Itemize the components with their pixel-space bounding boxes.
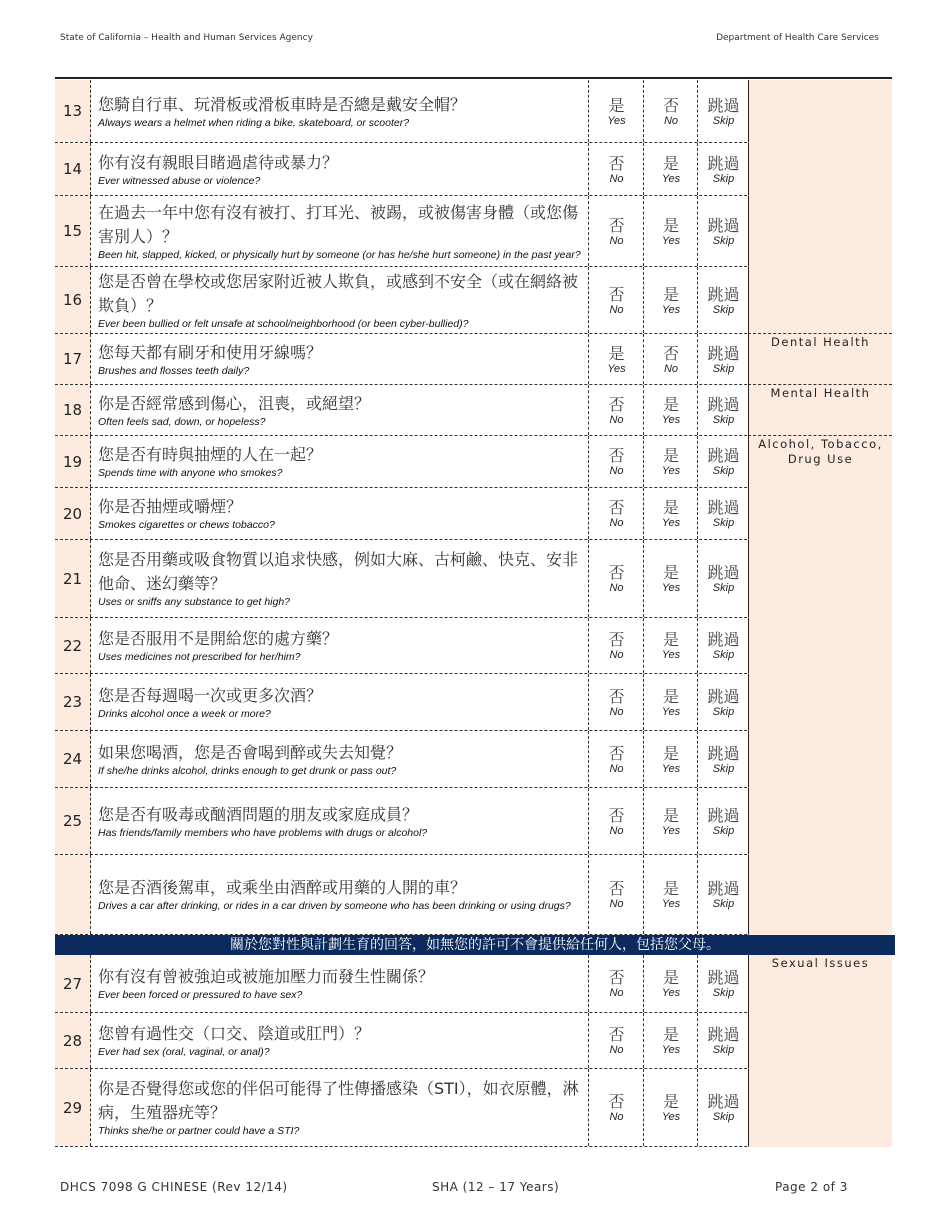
answer-english: Yes <box>661 824 681 837</box>
answer-option-yes[interactable] <box>643 436 698 487</box>
question-row <box>55 540 892 618</box>
top-rule <box>55 77 892 79</box>
section-label <box>748 540 892 618</box>
answer-english: Skip <box>712 303 735 316</box>
question-english: If she/he drinks alcohol, drinks enough to get drunk or pass out? <box>98 764 397 777</box>
question-number: 29 <box>55 1069 91 1146</box>
question-text <box>98 385 583 435</box>
question-chinese: 您是否酒後駕車，或乘坐由酒醉或用藥的人開的車？ <box>98 878 467 897</box>
question-english: Ever been forced or pressured to have sex? <box>98 989 303 1001</box>
section-label <box>748 143 892 196</box>
question-row <box>55 267 892 334</box>
answer-option-yes[interactable] <box>643 196 698 266</box>
question-number: 17 <box>55 334 91 384</box>
answer-english: No <box>609 234 624 247</box>
answer-option-yes[interactable] <box>643 1069 698 1146</box>
answer-chinese: 否 <box>608 630 625 649</box>
answer-chinese: 跳過 <box>707 968 740 987</box>
question-english: Drinks alcohol once a week or more? <box>98 707 271 720</box>
answer-english: Skip <box>712 413 735 426</box>
answer-chinese: 跳過 <box>707 95 740 115</box>
section-label <box>748 1013 892 1069</box>
question-number: 21 <box>55 540 91 617</box>
answer-english: No <box>609 649 624 661</box>
section-label <box>748 1069 892 1147</box>
answer-english: Yes <box>661 582 681 594</box>
question-chinese: 您每天都有刷牙和使用牙線嗎？ <box>98 342 323 362</box>
question-row <box>55 1013 892 1069</box>
answer-chinese: 是 <box>662 394 679 414</box>
answer-option-yes[interactable] <box>588 80 644 142</box>
answer-option-no[interactable] <box>588 1069 644 1146</box>
answer-english: Skip <box>712 517 735 529</box>
answer-english: Yes <box>661 987 681 999</box>
answer-english: No <box>609 1111 624 1123</box>
question-english: Thinks she/he or partner could have a STI? <box>98 1125 300 1137</box>
question-chinese: 您是否每週喝一次或更多次酒？ <box>98 685 323 705</box>
answer-english: No <box>609 172 624 185</box>
answer-english: Yes <box>661 762 681 775</box>
department-header: Department of Health Care Services <box>716 33 879 43</box>
answer-chinese: 是 <box>662 498 679 517</box>
question-number: 22 <box>55 618 91 673</box>
question-chinese: 你是否覺得您或您的伴侶可能得了性傳播感染（STI），如衣原體，淋病，生殖器疣等？ <box>98 1079 579 1122</box>
answer-english: Yes <box>661 705 681 718</box>
answer-option-skip[interactable] <box>697 618 749 673</box>
answer-chinese: 跳過 <box>707 446 740 465</box>
question-number: 15 <box>55 196 91 266</box>
answer-chinese: 否 <box>608 1092 625 1111</box>
answer-option-skip[interactable] <box>697 80 749 142</box>
answer-english: Yes <box>661 465 681 477</box>
answer-chinese: 是 <box>662 686 679 706</box>
answer-option-no[interactable] <box>588 143 644 195</box>
answer-english: Yes <box>661 303 681 316</box>
answer-option-no[interactable] <box>588 855 644 934</box>
question-chinese: 您是否曾在學校或您居家附近被人欺負，或感到不安全（或在網絡被欺負）？ <box>98 271 579 315</box>
question-chinese: 在過去一年中您有沒有被打、打耳光、被踢，或被傷害身體（或您傷害別人）？ <box>98 202 579 246</box>
question-english: Always wears a helmet when riding a bike, skateboard, or scooter? <box>98 116 410 129</box>
answer-option-yes[interactable] <box>643 855 698 934</box>
section-label <box>748 674 892 731</box>
answer-chinese: 否 <box>608 153 625 173</box>
answer-option-yes[interactable] <box>588 334 644 384</box>
answer-chinese: 是 <box>662 879 679 898</box>
answer-option-yes[interactable] <box>643 488 698 539</box>
answer-option-skip[interactable] <box>697 540 749 617</box>
section-label: Dental Health <box>748 333 892 385</box>
answer-chinese: 跳過 <box>707 743 740 763</box>
answer-chinese: 跳過 <box>707 630 740 649</box>
answer-option-skip[interactable] <box>697 436 749 487</box>
question-number: 13 <box>55 80 91 142</box>
question-text <box>98 334 583 384</box>
question-row <box>55 488 892 540</box>
answer-option-yes[interactable] <box>643 143 698 195</box>
answer-english: No <box>609 824 624 837</box>
answer-chinese: 是 <box>662 968 679 987</box>
question-text <box>98 80 583 142</box>
answer-option-no[interactable] <box>588 731 644 787</box>
answer-chinese: 否 <box>608 394 625 414</box>
answer-chinese: 是 <box>662 805 679 825</box>
answer-chinese: 否 <box>608 686 625 706</box>
answer-option-yes[interactable] <box>643 540 698 617</box>
answer-english: No <box>609 465 624 477</box>
answer-english: Yes <box>661 234 681 247</box>
question-number: 14 <box>55 143 91 195</box>
question-english: Been hit, slapped, kicked, or physically hurt by someone (or has he/she hurt someone) in the past year? <box>98 248 581 261</box>
answer-chinese: 跳過 <box>707 879 740 898</box>
answer-chinese: 是 <box>608 95 625 115</box>
answer-option-yes[interactable] <box>643 385 698 435</box>
question-row <box>55 436 892 488</box>
answer-option-no[interactable] <box>588 196 644 266</box>
answer-option-no[interactable] <box>588 540 644 617</box>
answer-english: No <box>609 517 624 529</box>
question-text <box>98 731 583 787</box>
answer-chinese: 是 <box>662 284 679 304</box>
answer-chinese: 跳過 <box>707 343 740 363</box>
question-text <box>98 267 583 333</box>
question-text <box>98 1013 583 1068</box>
answer-english: No <box>609 898 624 910</box>
answer-chinese: 否 <box>608 498 625 517</box>
answer-option-skip[interactable] <box>697 674 749 730</box>
answer-chinese: 否 <box>662 343 679 363</box>
question-row <box>55 1069 892 1147</box>
answer-chinese: 否 <box>608 1025 625 1044</box>
answer-chinese: 否 <box>608 284 625 304</box>
answer-english: Yes <box>661 649 681 661</box>
answer-english: Skip <box>712 362 735 375</box>
question-english: Uses medicines not prescribed for her/him? <box>98 651 301 663</box>
question-row <box>55 731 892 788</box>
answer-option-skip[interactable] <box>697 1013 749 1068</box>
question-number: 23 <box>55 674 91 730</box>
question-chinese: 您曾有過性交（口交、陰道或肛門）？ <box>98 1024 371 1043</box>
answer-chinese: 是 <box>662 153 679 173</box>
answer-option-skip[interactable] <box>697 196 749 266</box>
answer-option-skip[interactable] <box>697 334 749 384</box>
answer-option-skip[interactable] <box>697 488 749 539</box>
question-row <box>55 855 892 935</box>
answer-english: No <box>609 987 624 999</box>
answer-chinese: 跳過 <box>707 498 740 517</box>
question-chinese: 你是否經常感到傷心，沮喪，或絕望？ <box>98 393 371 413</box>
answer-english: Skip <box>712 705 735 718</box>
answer-english: No <box>609 705 624 718</box>
answer-chinese: 是 <box>662 563 679 582</box>
question-text <box>98 143 583 195</box>
answer-english: Skip <box>712 465 735 477</box>
answer-option-yes[interactable] <box>643 955 698 1012</box>
question-english: Ever had sex (oral, vaginal, or anal)? <box>98 1046 270 1058</box>
answer-english: Skip <box>712 114 735 127</box>
answer-chinese: 否 <box>608 446 625 465</box>
question-row <box>55 143 892 196</box>
question-number: 25 <box>55 788 91 854</box>
answer-english: No <box>609 582 624 594</box>
answer-chinese: 跳過 <box>707 563 740 582</box>
answer-option-no[interactable] <box>588 385 644 435</box>
question-english: Drives a car after drinking, or rides in a car driven by someone who has been drinking or using drugs? <box>98 900 571 912</box>
answer-option-skip[interactable] <box>697 143 749 195</box>
question-english: Spends time with anyone who smokes? <box>98 467 283 479</box>
answer-chinese: 跳過 <box>707 1092 740 1111</box>
question-chinese: 你有沒有曾被強迫或被施加壓力而發生性關係？ <box>98 967 435 986</box>
section-label <box>748 731 892 788</box>
answer-chinese: 是 <box>662 1092 679 1111</box>
page-number: Page 2 of 3 <box>775 1180 848 1194</box>
section-label: Sexual Issues <box>748 955 892 1013</box>
question-chinese: 你有沒有親眼目睹過虐待或暴力？ <box>98 152 339 172</box>
question-chinese: 您是否有時與抽煙的人在一起？ <box>98 445 323 464</box>
answer-english: No <box>663 362 679 375</box>
answer-option-no[interactable] <box>588 267 644 333</box>
question-text <box>98 488 583 539</box>
answer-english: Skip <box>712 1044 735 1056</box>
answer-option-skip[interactable] <box>697 731 749 787</box>
answer-chinese: 是 <box>608 343 625 363</box>
question-english: Uses or sniffs any substance to get high? <box>98 596 291 608</box>
question-chinese: 你是否抽煙或嚼煙？ <box>98 497 243 516</box>
answer-option-no[interactable] <box>643 334 698 384</box>
answer-option-yes[interactable] <box>643 731 698 787</box>
question-row <box>55 618 892 674</box>
section-label: Mental Health <box>748 384 892 436</box>
question-english: Often feels sad, down, or hopeless? <box>98 415 266 428</box>
answer-option-yes[interactable] <box>643 788 698 854</box>
answer-english: No <box>663 114 679 127</box>
question-text <box>98 955 583 1012</box>
answer-english: Yes <box>661 517 681 529</box>
agency-header: State of California – Health and Human Services Agency <box>60 33 313 43</box>
answer-option-no[interactable] <box>588 955 644 1012</box>
answer-chinese: 跳過 <box>707 394 740 414</box>
question-text <box>98 618 583 673</box>
question-row <box>55 196 892 267</box>
answer-english: Yes <box>661 1044 681 1056</box>
answer-english: Yes <box>661 413 681 426</box>
answer-english: Yes <box>607 114 626 127</box>
question-chinese: 您是否用藥或吸食物質以追求快感，例如大麻、古柯鹼、快克、安非他命、迷幻藥等？ <box>98 550 579 593</box>
question-text <box>98 674 583 730</box>
question-row <box>55 80 892 143</box>
answer-option-skip[interactable] <box>697 385 749 435</box>
answer-option-no[interactable] <box>588 674 644 730</box>
answer-english: Skip <box>712 234 735 247</box>
answer-chinese: 是 <box>662 1025 679 1044</box>
answer-option-yes[interactable] <box>643 618 698 673</box>
answer-chinese: 否 <box>608 743 625 763</box>
answer-english: No <box>609 303 624 316</box>
question-chinese: 您是否有吸毒或酗酒問題的朋友或家庭成員？ <box>98 804 419 824</box>
question-text <box>98 436 583 487</box>
question-row <box>55 955 892 1013</box>
answer-chinese: 是 <box>662 446 679 465</box>
question-english: Ever witnessed abuse or violence? <box>98 174 261 187</box>
answer-option-skip[interactable] <box>697 855 749 934</box>
question-text <box>98 855 583 934</box>
answer-chinese: 否 <box>608 805 625 825</box>
question-text <box>98 196 583 266</box>
question-number: 16 <box>55 267 91 333</box>
section-label <box>748 488 892 540</box>
answer-english: Skip <box>712 762 735 775</box>
answer-option-yes[interactable] <box>643 1013 698 1068</box>
question-number: 18 <box>55 385 91 435</box>
answer-english: No <box>609 762 624 775</box>
answer-option-skip[interactable] <box>697 955 749 1012</box>
answer-option-no[interactable] <box>588 618 644 673</box>
answer-chinese: 否 <box>608 215 625 235</box>
questionnaire-table <box>55 80 892 1147</box>
answer-english: Skip <box>712 582 735 594</box>
question-number: 24 <box>55 731 91 787</box>
answer-chinese: 是 <box>662 215 679 235</box>
answer-option-yes[interactable] <box>643 267 698 333</box>
question-english: Has friends/family members who have problems with drugs or alcohol? <box>98 826 428 839</box>
question-row <box>55 788 892 855</box>
question-text <box>98 1069 583 1146</box>
answer-english: Yes <box>661 898 681 910</box>
section-label: Alcohol, Tobacco, Drug Use <box>748 435 892 488</box>
question-english: Smokes cigarettes or chews tobacco? <box>98 519 275 531</box>
answer-option-no[interactable] <box>588 488 644 539</box>
answer-option-yes[interactable] <box>643 674 698 730</box>
confidentiality-banner: 關於您對性與計劃生育的回答，如無您的許可不會提供給任何人，包括您父母。 <box>55 935 895 955</box>
answer-chinese: 跳過 <box>707 1025 740 1044</box>
question-number: 20 <box>55 488 91 539</box>
answer-english: Skip <box>712 987 735 999</box>
answer-chinese: 是 <box>662 630 679 649</box>
section-label <box>748 618 892 674</box>
question-number: 27 <box>55 955 91 1012</box>
answer-english: No <box>609 1044 624 1056</box>
answer-english: Skip <box>712 649 735 661</box>
question-chinese: 您騎自行車、玩滑板或滑板車時是否總是戴安全帽？ <box>98 94 467 114</box>
answer-chinese: 跳過 <box>707 215 740 235</box>
answer-english: Yes <box>661 1111 681 1123</box>
answer-option-skip[interactable] <box>697 267 749 333</box>
answer-english: Skip <box>712 898 735 910</box>
answer-english: Skip <box>712 824 735 837</box>
answer-chinese: 跳過 <box>707 805 740 825</box>
section-label <box>748 267 892 334</box>
answer-english: Skip <box>712 172 735 185</box>
question-number: 19 <box>55 436 91 487</box>
answer-option-no[interactable] <box>588 788 644 854</box>
question-chinese: 您是否服用不是開給您的處方藥？ <box>98 629 339 648</box>
answer-option-no[interactable] <box>643 80 698 142</box>
answer-chinese: 跳過 <box>707 153 740 173</box>
answer-chinese: 否 <box>662 95 679 115</box>
question-chinese: 如果您喝酒，您是否會喝到醉或失去知覺？ <box>98 742 403 762</box>
answer-english: Yes <box>607 362 626 375</box>
form-title: SHA (12 – 17 Years) <box>432 1180 560 1194</box>
question-english: Ever been bullied or felt unsafe at school/neighborhood (or been cyber-bullied)? <box>98 317 469 330</box>
question-number: 28 <box>55 1013 91 1068</box>
question-row <box>55 385 892 436</box>
question-text <box>98 540 583 617</box>
form-number: DHCS 7098 G CHINESE (Rev 12/14) <box>60 1180 288 1194</box>
answer-english: Yes <box>661 172 681 185</box>
answer-chinese: 是 <box>662 743 679 763</box>
answer-option-skip[interactable] <box>697 1069 749 1146</box>
answer-option-no[interactable] <box>588 436 644 487</box>
answer-option-skip[interactable] <box>697 788 749 854</box>
question-row <box>55 674 892 731</box>
answer-english: Skip <box>712 1111 735 1123</box>
answer-option-no[interactable] <box>588 1013 644 1068</box>
question-row <box>55 334 892 385</box>
question-text <box>98 788 583 854</box>
answer-chinese: 跳過 <box>707 284 740 304</box>
answer-english: No <box>609 413 624 426</box>
answer-chinese: 否 <box>608 563 625 582</box>
section-label <box>748 788 892 855</box>
question-english: Brushes and flosses teeth daily? <box>98 364 250 377</box>
answer-chinese: 跳過 <box>707 686 740 706</box>
section-label <box>748 80 892 143</box>
section-label <box>748 196 892 267</box>
question-number <box>55 855 91 934</box>
answer-chinese: 否 <box>608 879 625 898</box>
section-label <box>748 855 892 935</box>
answer-chinese: 否 <box>608 968 625 987</box>
